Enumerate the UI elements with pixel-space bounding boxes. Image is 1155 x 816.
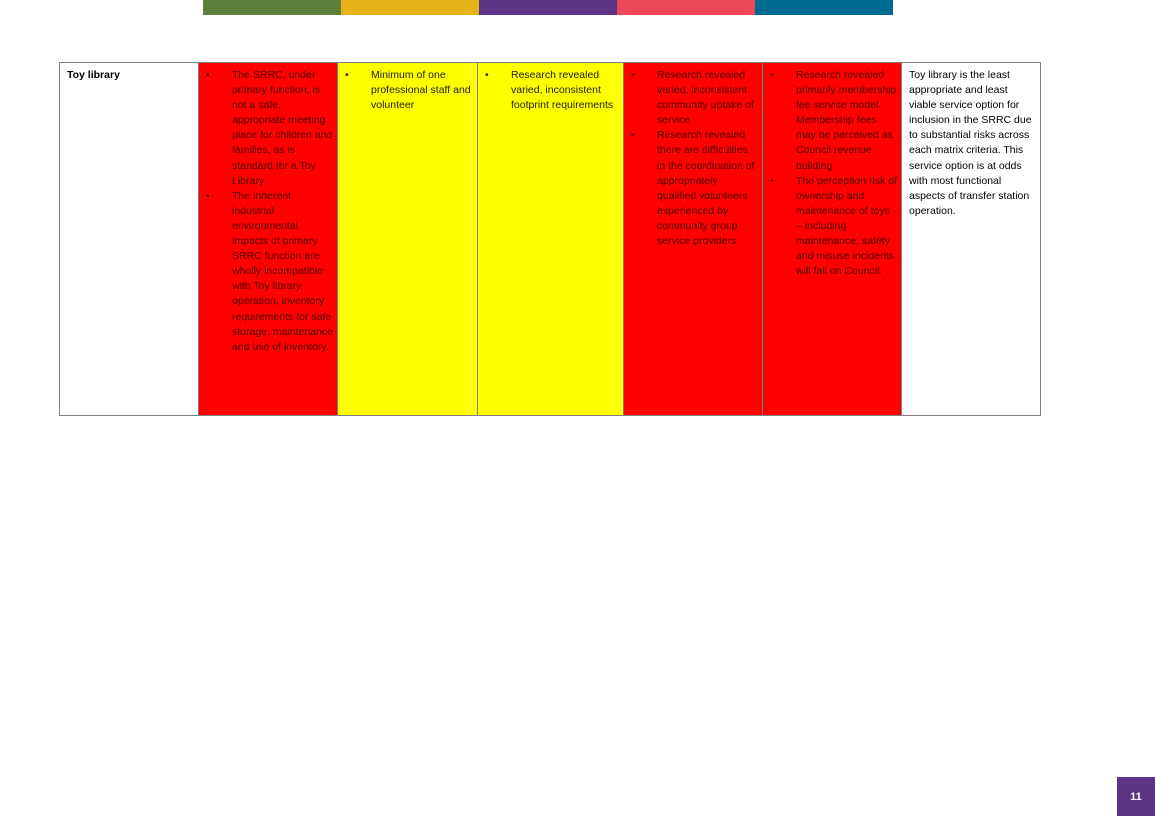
service-label-cell (60, 63, 199, 416)
list-item: • Research revealed primarily membership fee service model. Membership fees may be perceived as Council revenue building (770, 68, 897, 174)
criteria-cell-4 (624, 63, 763, 416)
list-item: • Research revealed varied, inconsistent footprint requirements (485, 68, 619, 113)
header-bar-purple (479, 0, 617, 15)
header-color-bar (203, 0, 893, 15)
header-bar-gold (341, 0, 479, 15)
criteria-cell-5 (763, 63, 902, 416)
header-bar-pink (617, 0, 755, 15)
conclusion-cell (902, 63, 1041, 416)
conclusion-text: Toy library is the least appropriate and least viable service option for inclusion in the SRRC due to substantial risks across each matrix criteria. This service option is at odds with most functional aspects of transfer station operation. (909, 69, 1032, 217)
table-row (60, 63, 1041, 416)
criteria-4-list (631, 68, 758, 249)
assessment-matrix-table (59, 62, 1041, 416)
criteria-3-list (485, 68, 619, 113)
service-label: Toy library (67, 69, 120, 81)
criteria-cell-2 (338, 63, 478, 416)
list-item: • Minimum of one professional staff and volunteer (345, 68, 473, 113)
criteria-cell-1 (199, 63, 338, 416)
list-item: • Research revealed varied, inconsistent community uptake of service (631, 68, 758, 128)
criteria-2-list (345, 68, 473, 113)
header-bar-green (203, 0, 341, 15)
criteria-cell-3 (478, 63, 624, 416)
list-item: • Research revealed there are difficulties in the coordination of appropriately qualified volunteers experienced by community group service providers (631, 128, 758, 249)
page-number: 11 (1130, 790, 1142, 803)
list-item: • The perception risk of ownership and maintenance of toys – including maintenance, safety and misuse incidents will fall on Council. (770, 174, 897, 280)
page-number-badge (1117, 777, 1155, 816)
list-item: • The SRRC, under primary function, is not a safe, appropriate meeting place for children and families, as is standard for a Toy Library (206, 68, 333, 189)
list-item: • The inherent industrial environmental impacts of primary SRRC function are wholly incompatible with Toy library operation, inventory requirements for safe storage, maintenance and use of inventory. (206, 189, 333, 355)
criteria-1-list (206, 68, 333, 355)
criteria-5-list (770, 68, 897, 279)
header-bar-teal (755, 0, 893, 15)
